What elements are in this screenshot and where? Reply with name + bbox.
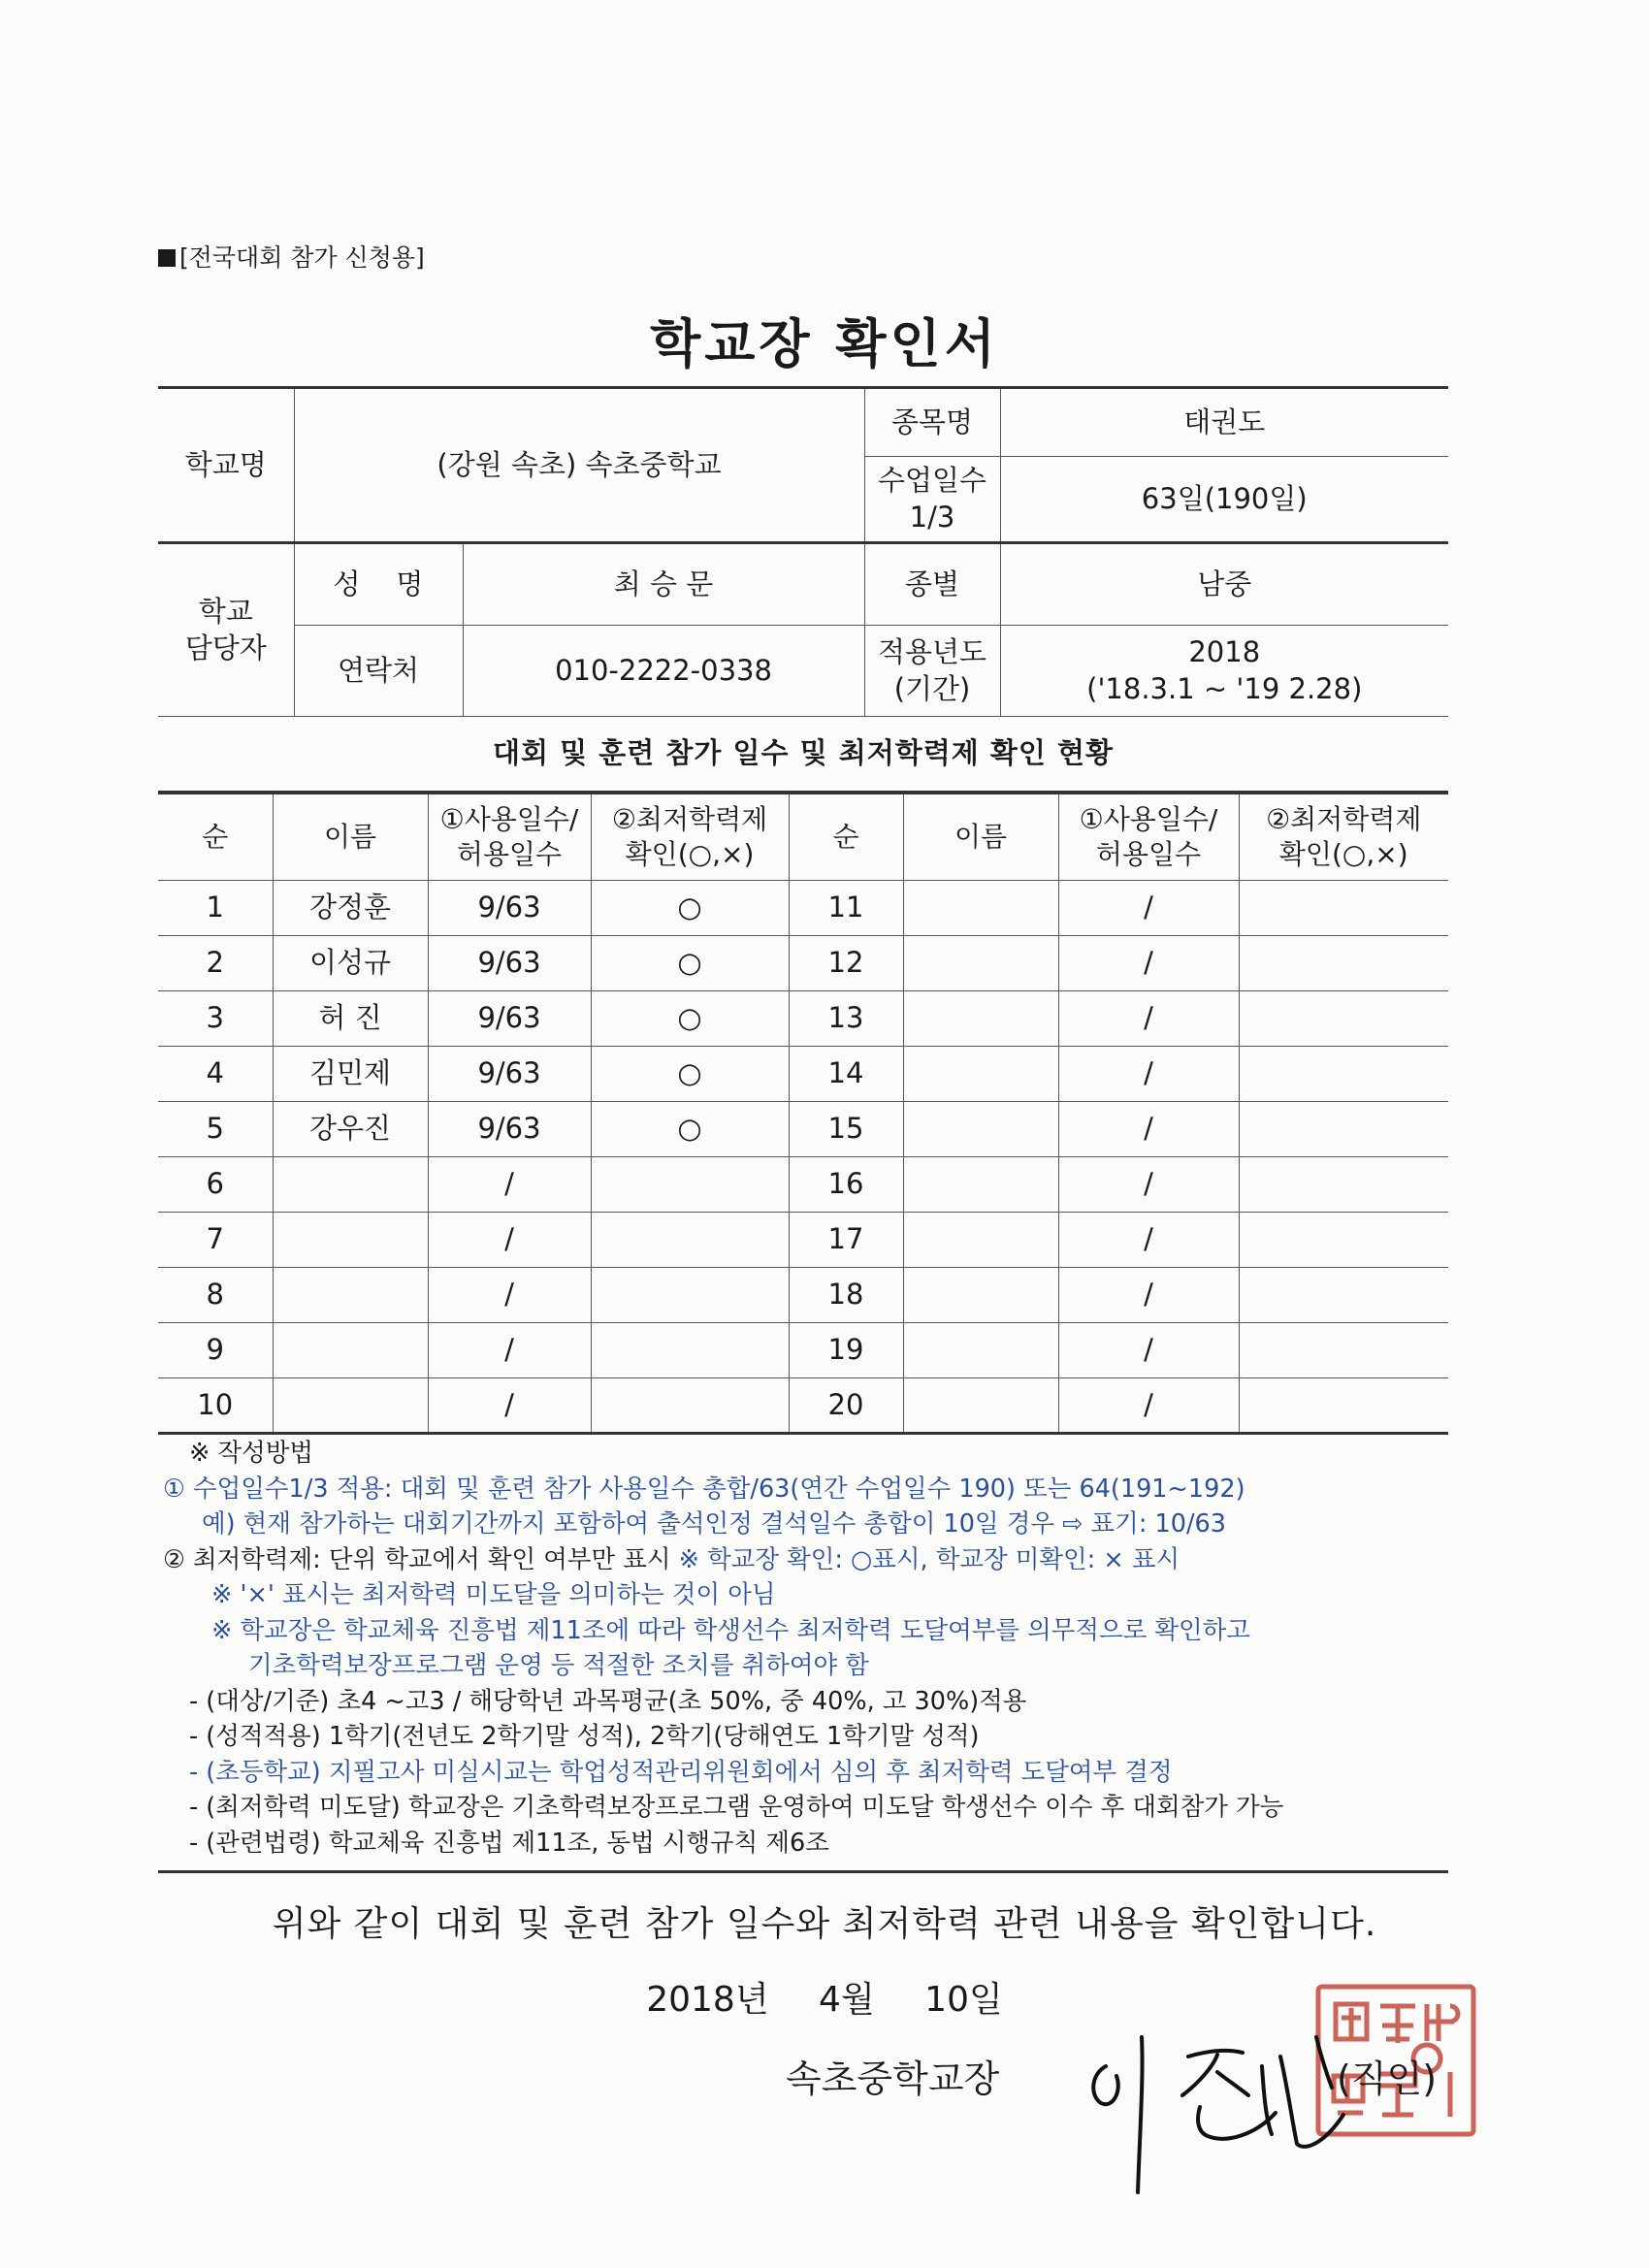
note-4-line2: 기초학력보장프로그램 운영 등 적절한 조치를 취하여야 함 xyxy=(248,1651,869,1680)
header-min-right-line1: ②최저학력제 xyxy=(1266,802,1422,835)
row-mark xyxy=(591,1213,789,1268)
row-num: 13 xyxy=(789,991,903,1047)
gender-value: 남중 xyxy=(1000,543,1448,626)
row-days: / xyxy=(1058,991,1239,1047)
detail-below-minimum: - (최저학력 미도달) 학교장은 기초학력보장프로그램 운영하여 미도달 학생선수 이수 후 대회참가 가능 xyxy=(189,1793,1284,1822)
manager-label xyxy=(158,543,294,717)
row-num: 2 xyxy=(158,936,273,991)
note-2-highlight: ※ 학교장 확인: ○표시, 학교장 미확인: × 표시 xyxy=(678,1544,1180,1574)
table-row xyxy=(158,1213,1448,1268)
instructions xyxy=(163,1436,1463,1861)
row-days: / xyxy=(1058,1102,1239,1157)
header-days-left-line2: 허용일수 xyxy=(456,838,563,870)
row-num: 17 xyxy=(789,1213,903,1268)
row-days: 9/63 xyxy=(428,991,591,1047)
row-mark xyxy=(591,1157,789,1213)
row-name xyxy=(903,1323,1058,1378)
row-days: 9/63 xyxy=(428,1047,591,1102)
days-value: 63일(190일) xyxy=(1000,457,1448,543)
seal-label: (직인) xyxy=(1337,2057,1438,2100)
row-num: 15 xyxy=(789,1102,903,1157)
row-mark: ○ xyxy=(591,991,789,1047)
row-name xyxy=(903,1047,1058,1102)
row-mark xyxy=(1239,1102,1448,1157)
header-days-left xyxy=(428,794,591,881)
row-days: / xyxy=(1058,1268,1239,1323)
header-name-left: 이름 xyxy=(273,794,428,881)
row-num: 12 xyxy=(789,936,903,991)
row-days: / xyxy=(1058,1378,1239,1434)
row-name xyxy=(273,1268,428,1323)
table-row xyxy=(158,1268,1448,1323)
header-num-left: 순 xyxy=(158,794,273,881)
row-num: 1 xyxy=(158,881,273,936)
row-days: / xyxy=(1058,881,1239,936)
school-value: (강원 속초) 속초중학교 xyxy=(294,388,864,543)
header-days-right-line2: 허용일수 xyxy=(1095,838,1202,870)
table-row xyxy=(158,1102,1448,1157)
table-row xyxy=(158,1047,1448,1102)
row-mark xyxy=(1239,1323,1448,1378)
header-min-left xyxy=(591,794,789,881)
row-num: 10 xyxy=(158,1378,273,1434)
row-num: 4 xyxy=(158,1047,273,1102)
table-row xyxy=(158,1378,1448,1434)
sport-value: 태권도 xyxy=(1000,388,1448,457)
manager-label-line2: 담당자 xyxy=(184,631,267,664)
row-days: / xyxy=(428,1268,591,1323)
row-mark xyxy=(1239,881,1448,936)
name-label: 성 명 xyxy=(294,543,463,626)
row-mark: ○ xyxy=(591,1047,789,1102)
contact-label: 연락처 xyxy=(294,626,463,717)
row-days: 9/63 xyxy=(428,881,591,936)
gender-label: 종별 xyxy=(864,543,1000,626)
row-num: 3 xyxy=(158,991,273,1047)
header-num-right: 순 xyxy=(789,794,903,881)
header-days-right xyxy=(1058,794,1239,881)
detail-grades: - (성적적용) 1학기(전년도 2학기말 성적), 2학기(당해연도 1학기말 성적) xyxy=(189,1722,980,1751)
note-2 xyxy=(163,1542,1463,1578)
roster-table xyxy=(158,792,1448,1435)
row-name xyxy=(903,1378,1058,1434)
header-days-right-line1: ①사용일수/ xyxy=(1079,802,1218,835)
sport-label: 종목명 xyxy=(864,388,1000,457)
row-days: 9/63 xyxy=(428,936,591,991)
issue-date: 2018년 4월 10일 xyxy=(646,1980,1003,2020)
contact-value: 010-2222-0338 xyxy=(463,626,864,717)
row-days: / xyxy=(428,1378,591,1434)
note-2-text: ② 최저학력제: 단위 학교에서 확인 여부만 표시 xyxy=(163,1544,679,1574)
row-num: 19 xyxy=(789,1323,903,1378)
row-mark: ○ xyxy=(591,881,789,936)
days-label-line2: 1/3 xyxy=(909,500,955,534)
row-name xyxy=(903,881,1058,936)
header-min-right-line2: 확인(○,×) xyxy=(1278,838,1408,870)
row-name: 김민제 xyxy=(273,1047,428,1102)
row-mark: ○ xyxy=(591,1102,789,1157)
row-mark xyxy=(1239,991,1448,1047)
row-mark xyxy=(1239,1157,1448,1213)
row-days: 9/63 xyxy=(428,1102,591,1157)
handwritten-signature xyxy=(1072,1998,1363,2212)
row-mark xyxy=(1239,1268,1448,1323)
row-mark xyxy=(1239,1047,1448,1102)
row-days: / xyxy=(428,1213,591,1268)
row-mark xyxy=(1239,1213,1448,1268)
year-value xyxy=(1000,626,1448,717)
header-min-left-line2: 확인(○,×) xyxy=(625,838,755,870)
row-num: 6 xyxy=(158,1157,273,1213)
table-row xyxy=(158,1157,1448,1213)
year-value-line1: 2018 xyxy=(1188,634,1261,668)
year-label-line1: 적용년도 xyxy=(877,634,987,668)
detail-target: - (대상/기준) 초4 ~고3 / 해당학년 과목평균(초 50%, 중 40%, 고 30%)적용 xyxy=(189,1686,1027,1716)
table-row xyxy=(158,881,1448,936)
category-tag-text: [전국대회 참가 신청용] xyxy=(179,243,425,272)
section-caption: 대회 및 훈련 참가 일수 및 최저학력제 확인 현황 xyxy=(158,717,1448,793)
row-name xyxy=(903,991,1058,1047)
row-days: / xyxy=(428,1323,591,1378)
row-mark xyxy=(591,1378,789,1434)
signer-title: 속초중학교장 xyxy=(786,2057,1000,2100)
row-days: / xyxy=(1058,936,1239,991)
row-name xyxy=(903,1157,1058,1213)
row-days: / xyxy=(1058,1323,1239,1378)
row-name xyxy=(903,1268,1058,1323)
table-row xyxy=(158,991,1448,1047)
row-name xyxy=(273,1378,428,1434)
header-min-right xyxy=(1239,794,1448,881)
header-days-left-line1: ①사용일수/ xyxy=(439,802,579,835)
info-table xyxy=(158,386,1448,794)
row-days: / xyxy=(1058,1047,1239,1102)
header-name-right: 이름 xyxy=(903,794,1058,881)
divider xyxy=(158,1870,1448,1873)
row-name xyxy=(903,1213,1058,1268)
row-mark xyxy=(1239,936,1448,991)
row-name xyxy=(273,1323,428,1378)
manager-label-line1: 학교 xyxy=(198,594,253,628)
days-label xyxy=(864,457,1000,543)
square-bullet-icon xyxy=(158,249,176,267)
row-num: 14 xyxy=(789,1047,903,1102)
detail-law: - (관련법령) 학교체육 진흥법 제11조, 동법 시행규칙 제6조 xyxy=(189,1828,829,1858)
confirmation-statement: 위와 같이 대회 및 훈련 참가 일수와 최저학력 관련 내용을 확인합니다. xyxy=(272,1904,1377,1944)
note-1-line2: 예) 현재 참가하는 대회기간까지 포함하여 출석인정 결석일수 총합이 10일 경우 ⇨ 표기: 10/63 xyxy=(202,1509,1226,1539)
year-label-line2: (기간) xyxy=(893,671,971,705)
header-min-left-line1: ②최저학력제 xyxy=(611,802,768,835)
year-value-line2: ('18.3.1 ~ '19 2.28) xyxy=(1086,671,1363,705)
notes-heading: ※ 작성방법 xyxy=(189,1439,314,1468)
row-num: 20 xyxy=(789,1378,903,1434)
row-num: 8 xyxy=(158,1268,273,1323)
row-name: 강정훈 xyxy=(273,881,428,936)
row-num: 7 xyxy=(158,1213,273,1268)
table-row xyxy=(158,936,1448,991)
note-1-line1: ① 수업일수1/3 적용: 대회 및 훈련 참가 사용일수 총합/63(연간 수업일수 190) 또는 64(191~192) xyxy=(163,1474,1245,1504)
row-name xyxy=(273,1157,428,1213)
row-mark xyxy=(591,1323,789,1378)
note-3: ※ '×' 표시는 최저학력 미도달을 의미하는 것이 아님 xyxy=(211,1580,776,1609)
detail-elementary: - (초등학교) 지필고사 미실시교는 학업성적관리위원회에서 심의 후 최저학력 도달여부 결정 xyxy=(189,1757,1173,1787)
school-label: 학교명 xyxy=(158,388,294,543)
document-title: 학교장 확인서 xyxy=(650,313,999,374)
row-mark: ○ xyxy=(591,936,789,991)
row-name xyxy=(273,1213,428,1268)
row-days: / xyxy=(1058,1157,1239,1213)
table-row xyxy=(158,1323,1448,1378)
row-num: 18 xyxy=(789,1268,903,1323)
row-name: 강우진 xyxy=(273,1102,428,1157)
days-label-line1: 수업일수 xyxy=(877,463,987,497)
row-name: 허 진 xyxy=(273,991,428,1047)
row-name xyxy=(903,936,1058,991)
row-mark xyxy=(591,1268,789,1323)
name-value: 최 승 문 xyxy=(463,543,864,626)
row-num: 11 xyxy=(789,881,903,936)
row-num: 9 xyxy=(158,1323,273,1378)
row-days: / xyxy=(428,1157,591,1213)
row-days: / xyxy=(1058,1213,1239,1268)
row-num: 16 xyxy=(789,1157,903,1213)
row-name: 이성규 xyxy=(273,936,428,991)
year-label xyxy=(864,626,1000,717)
note-4-line1: ※ 학교장은 학교체육 진흥법 제11조에 따라 학생선수 최저학력 도달여부를 의무적으로 확인하고 xyxy=(211,1615,1250,1645)
row-num: 5 xyxy=(158,1102,273,1157)
category-tag xyxy=(158,239,425,274)
row-mark xyxy=(1239,1378,1448,1434)
row-name xyxy=(903,1102,1058,1157)
